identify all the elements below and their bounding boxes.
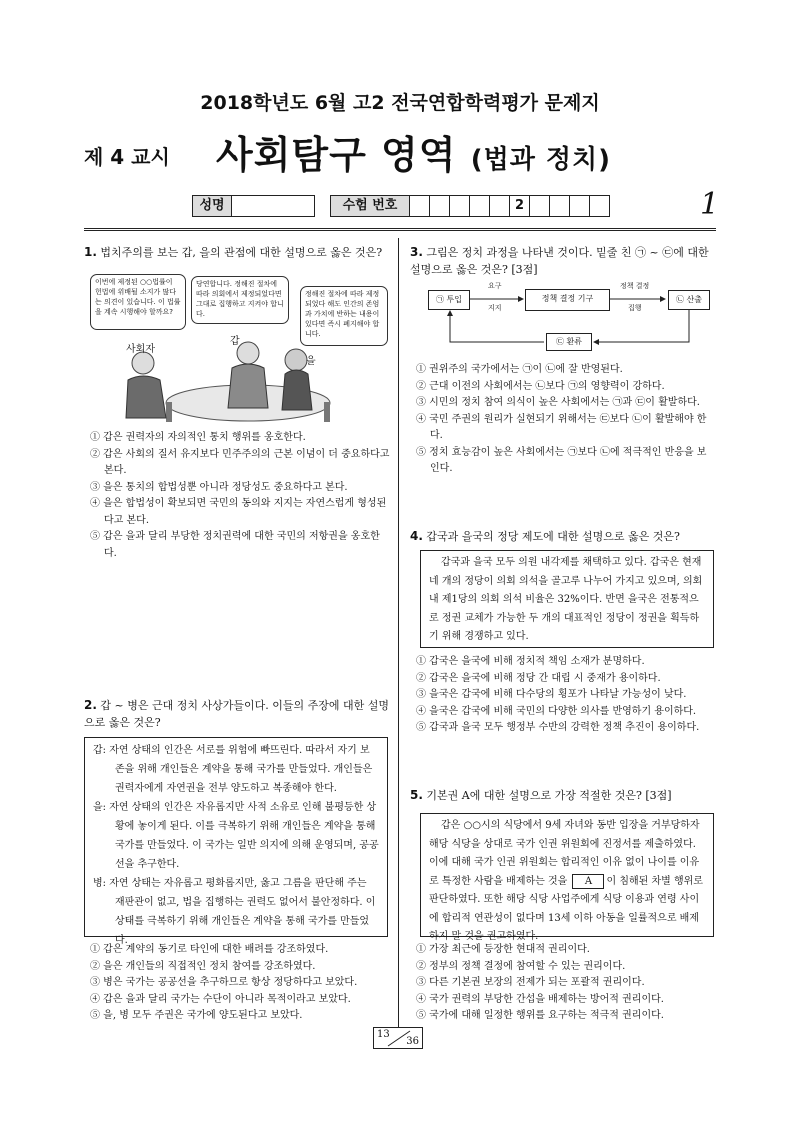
q3-choice-1[interactable]: ① 권위주의 국가에서는 ㉠이 ㉡에 잘 반영된다.	[416, 364, 623, 375]
q4-choice-5[interactable]: ⑤ 갑국과 을국 모두 행정부 수반의 강력한 정책 추진이 용이하다.	[416, 722, 700, 733]
exam-no-digit[interactable]	[469, 195, 490, 217]
page-number: 1	[700, 187, 720, 222]
q5-passage	[420, 813, 714, 942]
exam-no-digit[interactable]	[569, 195, 590, 217]
q4-choice-1[interactable]: ① 갑국은 을국에 비해 정치적 책임 소재가 분명하다.	[416, 656, 645, 667]
q5-passage-before: 갑은 ○○시의 식당에서 9세 자녀와 동반 입장을 거부당하자 해당 식당을 상대로 국가 인권 위원회에 진정서를 제출하였다. 이에 대해 국가 인권 위원회는 합리적인 이유 없이 나이를 이유로 특정한 사람을 배제하는 것을	[429, 820, 700, 887]
q2-passage-gap: 갑: 자연 상태의 인간은 서로를 위험에 빠뜨린다. 따라서 자기 보존을 위해 개인들은 계약을 통해 국가를 만들었다. 개인들은 권력자에게 자연권을 전부 양도하고 복종해야 한다.	[93, 745, 373, 794]
period-label: 제 4 교시	[84, 145, 170, 169]
q3-stem	[410, 244, 716, 278]
q5-choices	[416, 942, 716, 1025]
decision-label: 정책 결정	[620, 282, 650, 290]
support-label: 지지	[488, 304, 502, 312]
column-divider	[398, 238, 399, 1028]
q2-number: 2.	[84, 698, 97, 712]
q4-choices	[416, 654, 716, 737]
subject-title	[216, 124, 611, 179]
speaker-moderator: 사회자	[126, 344, 155, 355]
q5-number: 5.	[410, 788, 423, 802]
q1-choice-5[interactable]: ⑤ 갑은 을과 달리 부당한 정치권력에 대한 국민의 저항권을 옹호한다.	[90, 531, 380, 559]
q1-choice-1[interactable]: ① 갑은 권력자의 자의적인 통치 행위를 옹호한다.	[90, 432, 306, 443]
q2-passage-eul: 을: 자연 상태의 인간은 자유롭지만 사적 소유로 인해 불평등한 상황에 놓이게 된다. 이를 극복하기 위해 개인들은 계약을 통해 국가를 만들었다. 이 국가는 일반 의지에 의해 운영되며, 공공선을 추구한다.	[93, 802, 379, 870]
q3-stem-text: 그림은 정치 과정을 나타낸 것이다. 밑줄 친 ㉠ ~ ㉢에 대한 설명으로 옳은 것은? [3점]	[410, 246, 709, 276]
q1-choices	[90, 430, 390, 562]
q5-choice-5[interactable]: ⑤ 국가에 대해 일정한 행위를 요구하는 적극적 권리이다.	[416, 1010, 664, 1021]
policy-body-box: 정책 결정 기구	[525, 289, 610, 311]
q5-choice-1[interactable]: ① 가장 최근에 등장한 현대적 권리이다.	[416, 944, 590, 955]
exam-no-digit[interactable]	[589, 195, 610, 217]
q4-number: 4.	[410, 529, 423, 543]
q1-stem-text: 법치주의를 보는 갑, 을의 관점에 대한 설명으로 옳은 것은?	[100, 246, 383, 259]
q2-choice-2[interactable]: ② 을은 개인들의 직접적인 정치 참여를 강조하였다.	[90, 960, 316, 972]
q4-stem-text: 갑국과 을국의 정당 제도에 대한 설명으로 옳은 것은?	[426, 530, 680, 543]
page-total: 36	[406, 1036, 419, 1047]
input-box: ㉠ 투입	[428, 290, 470, 310]
q2-passage-byeong: 병: 자연 상태는 자유롭고 평화롭지만, 옳고 그름을 판단해 주는 재판관이 없고, 법을 집행하는 권력도 없어서 불안정하다. 이 상태를 극복하기 위해 개인들은 계약을 통해 국가를 만들었다.	[93, 878, 376, 946]
subject-sub: (법과 정치)	[470, 145, 612, 175]
q5-passage-after: 이 침해된 차별 행위로 판단하였다. 또한 해당 식당 사업주에게 식당 이용과 연령 사이에 합리적 연관성이 없다며 13세 이하 아동을 일률적으로 배제하지 말 것을 권고하였다.	[429, 875, 703, 942]
q3-number: 3.	[410, 245, 423, 259]
q1-choice-3[interactable]: ③ 을은 통치의 합법성뿐 아니라 정당성도 중요하다고 본다.	[90, 481, 348, 493]
q1-stem	[84, 244, 389, 261]
q5-choice-2[interactable]: ② 정부의 정책 결정에 참여할 수 있는 권리이다.	[416, 960, 626, 972]
q2-choice-1[interactable]: ① 갑은 계약의 동기로 타인에 대한 배려를 강조하였다.	[90, 944, 329, 955]
eul-bubble: 정해진 절차에 따라 제정되었다 해도 인간의 존엄과 가치에 반하는 내용이 있다면 즉시 폐지해야 합니다.	[300, 286, 388, 346]
exam-no-digit[interactable]	[449, 195, 470, 217]
q2-choice-4[interactable]: ④ 갑은 을과 달리 국가는 수단이 아니라 목적이라고 보았다.	[90, 993, 351, 1005]
demand-label: 요구	[488, 282, 502, 290]
q1-illustration	[88, 268, 388, 423]
q5-choice-4[interactable]: ④ 국가 권력의 부당한 간섭을 배제하는 방어적 권리이다.	[416, 993, 664, 1005]
q2-passage	[84, 737, 388, 946]
speaker-eul: 을	[306, 356, 316, 367]
exam-no-digit[interactable]	[529, 195, 550, 217]
subject-main: 사회탐구 영역	[216, 133, 457, 177]
q1-choice-4[interactable]: ④ 을은 합법성이 확보되면 국민의 동의와 지지는 자연스럽게 형성된다고 본다.	[90, 498, 387, 526]
page-current: 13	[377, 1029, 390, 1040]
q5-stem	[410, 787, 716, 804]
page-counter	[373, 1027, 423, 1049]
q3-choices	[416, 362, 716, 478]
q3-choice-3[interactable]: ③ 시민의 정치 참여 의식이 높은 사회에서는 ㉠과 ㉢이 활발하다.	[416, 397, 700, 408]
exam-no-digit[interactable]	[489, 195, 510, 217]
q4-choice-3[interactable]: ③ 을국은 갑국에 비해 다수당의 횡포가 나타날 가능성이 낮다.	[416, 689, 687, 700]
q4-stem	[410, 528, 716, 545]
exam-no-digit[interactable]	[409, 195, 430, 217]
speaker-gap: 갑	[230, 336, 240, 347]
q5-blank-a: A	[572, 874, 604, 889]
q4-passage: 갑국과 을국 모두 의원 내각제를 채택하고 있다. 갑국은 현재 네 개의 정당이 의회 의석을 골고루 나누어 가지고 있으며, 의회 내 제1당의 의회 의석 비율은 32%이다. 반면 을국은 전통적으로 정권 교체가 가능한 두 개의 대표적인 정당이 정권을 획득하기 위해 경쟁하고 있다.	[420, 550, 714, 648]
gap-bubble: 당연합니다. 정해진 절차에 따라 의회에서 제정되었다면 그대로 집행하고 지켜야 합니다.	[191, 276, 289, 324]
header-rule	[84, 228, 716, 231]
q2-choice-5[interactable]: ⑤ 을, 병 모두 주권은 국가에 양도된다고 보았다.	[90, 1010, 303, 1021]
q3-choice-4[interactable]: ④ 국민 주권의 원리가 실현되기 위해서는 ㉢보다 ㉡이 활발해야 한다.	[416, 413, 707, 441]
exam-no-digit[interactable]	[549, 195, 570, 217]
q2-choice-3[interactable]: ③ 병은 국가는 공공선을 추구하므로 항상 정당하다고 보았다.	[90, 977, 358, 988]
q1-number: 1.	[84, 245, 97, 259]
exam-no-digit[interactable]	[429, 195, 450, 217]
name-field[interactable]	[231, 195, 315, 217]
q4-choice-2[interactable]: ② 갑국은 을국에 비해 정당 간 대립 시 중재가 용이하다.	[416, 672, 661, 684]
feedback-box: ㉢ 환류	[546, 333, 592, 351]
exam-no-digit[interactable]: 2	[509, 195, 530, 217]
q3-choice-5[interactable]: ⑤ 정치 효능감이 높은 사회에서는 ㉠보다 ㉡에 적극적인 반응을 보인다.	[416, 446, 707, 474]
q1-choice-2[interactable]: ② 갑은 사회의 질서 유지보다 민주주의의 근본 이념이 더 중요하다고 본다.	[90, 448, 390, 476]
moderator-bubble: 이번에 제정된 ○○법률이 헌법에 위배될 소지가 많다는 의견이 있습니다. 이 법률을 계속 시행해야 할까요?	[90, 274, 186, 330]
q2-stem	[84, 697, 392, 731]
q3-diagram	[418, 280, 714, 356]
q4-choice-4[interactable]: ④ 을국은 갑국에 비해 국민의 다양한 의사를 반영하기 용이하다.	[416, 705, 697, 717]
q3-choice-2[interactable]: ② 근대 이전의 사회에서는 ㉡보다 ㉠의 영향력이 강하다.	[416, 380, 665, 392]
name-label: 성명	[192, 195, 232, 217]
q2-choices	[90, 942, 390, 1025]
q5-choice-3[interactable]: ③ 다른 기본권 보장의 전제가 되는 포괄적 권리이다.	[416, 977, 645, 988]
q2-stem-text: 갑 ~ 병은 근대 정치 사상가들이다. 이들의 주장에 대한 설명으로 옳은 것은?	[84, 699, 390, 729]
q5-stem-text: 기본권 A에 대한 설명으로 가장 적절한 것은? [3점]	[426, 789, 672, 802]
exam-no-label: 수험 번호	[330, 195, 410, 217]
output-box: ㉡ 산출	[668, 290, 710, 310]
exam-title: 2018학년도 6월 고2 전국연합학력평가 문제지	[200, 92, 600, 114]
execution-label: 집행	[628, 304, 642, 312]
